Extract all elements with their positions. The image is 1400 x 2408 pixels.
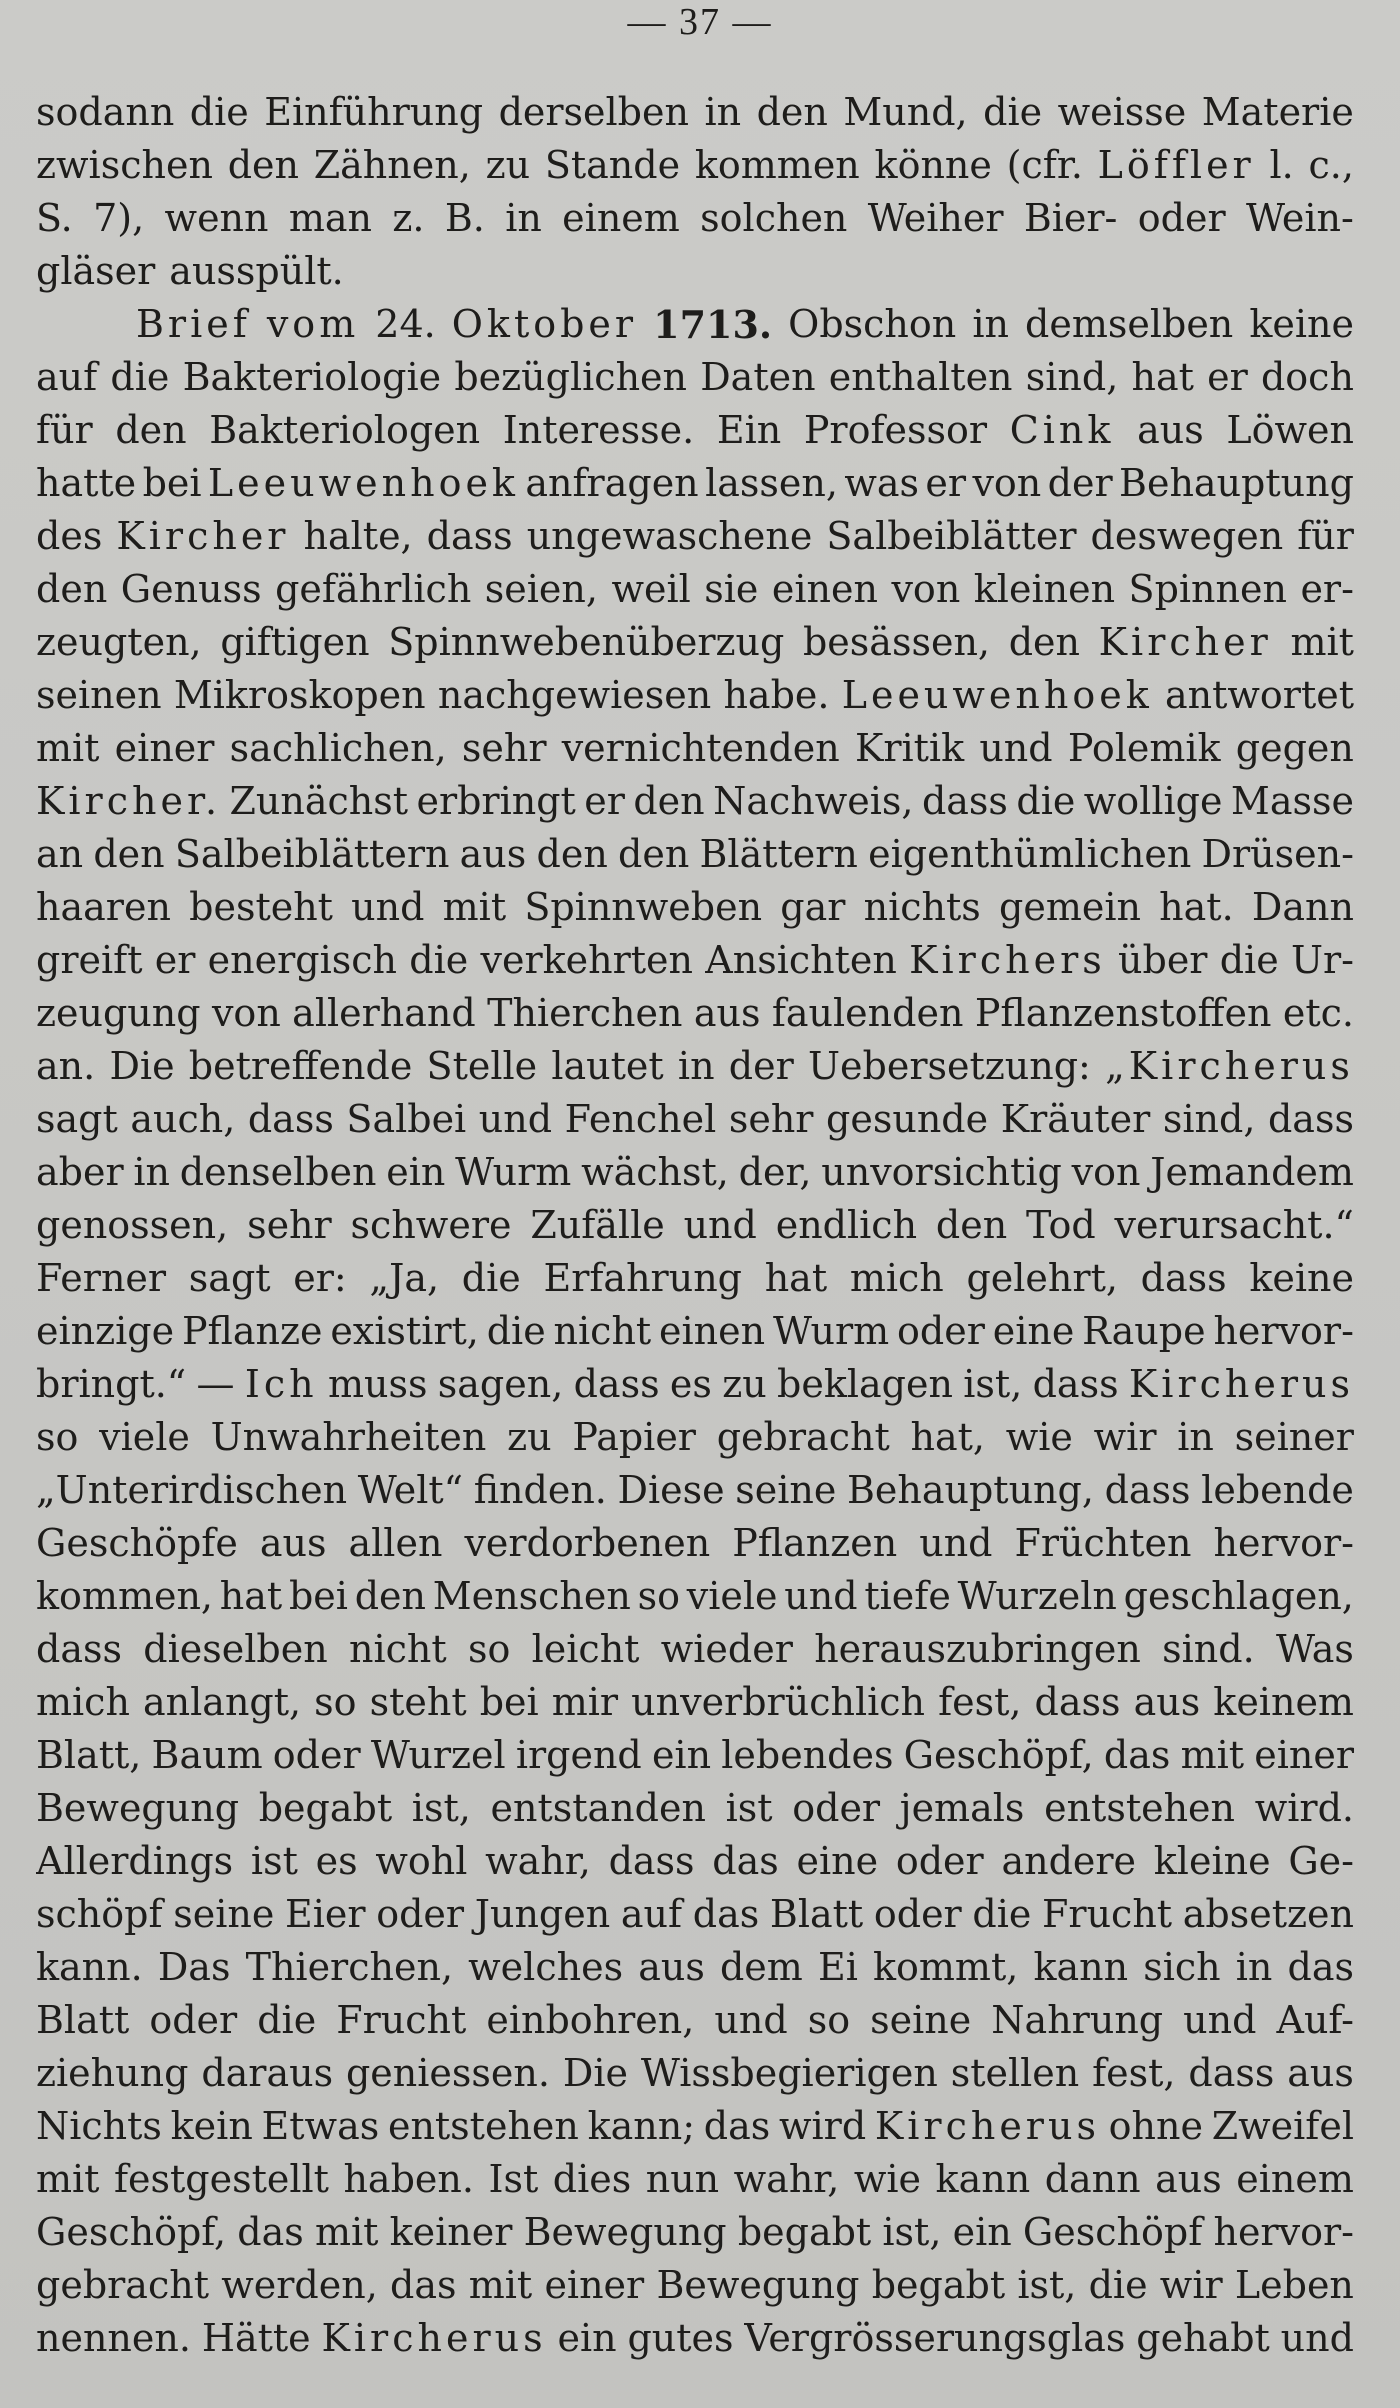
text-line: ziehung daraus geniessen. Die Wissbegierigen stellen fest, dass aus: [36, 2051, 1354, 2095]
text-line: sagt auch, dass Salbei und Fenchel sehr gesunde Kräuter sind, dass: [36, 1097, 1354, 1141]
text-line: sodann die Einführung derselben in den Mund, die weisse Materie: [36, 90, 1354, 134]
text-line: gläser ausspült.: [36, 249, 344, 293]
text-line: auf die Bakteriologie bezüglichen Daten enthalten sind, hat er doch: [36, 355, 1354, 399]
text-line: Blatt, Baum oder Wurzel irgend ein lebendes Geschöpf, das mit einer: [36, 1733, 1354, 1777]
text-line: Geschöpfe aus allen verdorbenen Pflanzen und Früchten hervor-: [36, 1521, 1354, 1565]
text-line: Ferner sagt er: „Ja, die Erfahrung hat mich gelehrt, dass keine: [36, 1256, 1354, 1300]
text-line: haaren besteht und mit Spinnweben gar nichts gemein hat. Dann: [36, 885, 1354, 929]
text-line: seinen Mikroskopen nachgewiesen habe. Leeuwenhoek antwortet: [36, 673, 1354, 717]
text-line: dass dieselben nicht so leicht wieder herauszubringen sind. Was: [36, 1627, 1354, 1671]
text-line: des Kircher halte, dass ungewaschene Salbeiblätter deswegen für: [36, 514, 1354, 558]
text-line: Blatt oder die Frucht einbohren, und so seine Nahrung und Auf-: [36, 1998, 1354, 2042]
text-line: greift er energisch die verkehrten Ansichten Kirchers über die Ur-: [36, 938, 1354, 982]
text-line: genossen, sehr schwere Zufälle und endlich den Tod verursacht.“: [36, 1203, 1354, 1247]
text-line: Kircher. Zunächst erbringt er den Nachweis, dass die wollige Masse: [36, 779, 1354, 823]
text-line: kann. Das Thierchen, welches aus dem Ei kommt, kann sich in das: [36, 1945, 1354, 1989]
text-line: den Genuss gefährlich seien, weil sie einen von kleinen Spinnen er-: [36, 567, 1354, 611]
text-line: S. 7), wenn man z. B. in einem solchen Weiher Bier- oder Wein-: [36, 196, 1354, 240]
text-line: gebracht werden, das mit einer Bewegung begabt ist, die wir Leben: [36, 2263, 1354, 2307]
text-line: zeugung von allerhand Thierchen aus faulenden Pflanzenstoffen etc.: [36, 991, 1354, 1035]
text-line: zeugten, giftigen Spinnwebenüberzug besässen, den Kircher mit: [36, 620, 1354, 664]
text-line: hatte bei Leeuwenhoek anfragen lassen, was er von der Behauptung: [36, 461, 1354, 505]
text-line: Nichts kein Etwas entstehen kann; das wird Kircherus ohne Zweifel: [36, 2104, 1354, 2148]
text-line: so viele Unwahrheiten zu Papier gebracht hat, wie wir in seiner: [36, 1415, 1354, 1459]
text-line: einzige Pflanze existirt, die nicht einen Wurm oder eine Raupe hervor-: [36, 1309, 1354, 1353]
text-line: aber in denselben ein Wurm wächst, der, unvorsichtig von Jemandem: [36, 1150, 1354, 1194]
text-line: Bewegung begabt ist, entstanden ist oder jemals entstehen wird.: [36, 1786, 1354, 1830]
text-line: kommen, hat bei den Menschen so viele und tiefe Wurzeln geschlagen,: [36, 1574, 1354, 1618]
text-line: „Unterirdischen Welt“ finden. Diese seine Behauptung, dass lebende: [36, 1468, 1354, 1512]
text-line: nennen. Hätte Kircherus ein gutes Vergrösserungsglas gehabt und: [36, 2316, 1354, 2360]
text-line: Brief vom 24. Oktober 1713. Obschon in demselben keine: [136, 302, 1354, 347]
text-line: an. Die betreffende Stelle lautet in der Uebersetzung: „Kircherus: [36, 1044, 1354, 1088]
page-number: — 37 —: [627, 1, 773, 43]
text-line: mich anlangt, so steht bei mir unverbrüchlich fest, dass aus keinem: [36, 1680, 1354, 1724]
text-line: mit einer sachlichen, sehr vernichtenden Kritik und Polemik gegen: [36, 726, 1354, 770]
text-line: mit festgestellt haben. Ist dies nun wahr, wie kann dann aus einem: [36, 2157, 1354, 2201]
text-line: schöpf seine Eier oder Jungen auf das Blatt oder die Frucht absetzen: [36, 1892, 1354, 1936]
text-line: zwischen den Zähnen, zu Stande kommen könne (cfr. Löffler l. c.,: [36, 143, 1354, 187]
text-line: bringt.“ — Ich muss sagen, dass es zu beklagen ist, dass Kircherus: [36, 1362, 1354, 1406]
text-line: an den Salbeiblättern aus den den Blättern eigenthümlichen Drüsen-: [36, 832, 1354, 876]
text-line: für den Bakteriologen Interesse. Ein Professor Cink aus Löwen: [36, 408, 1354, 452]
text-line: Allerdings ist es wohl wahr, dass das eine oder andere kleine Ge-: [36, 1839, 1354, 1883]
text-line: Geschöpf, das mit keiner Bewegung begabt ist, ein Geschöpf hervor-: [36, 2210, 1354, 2254]
body-text: [36, 86, 1354, 2365]
